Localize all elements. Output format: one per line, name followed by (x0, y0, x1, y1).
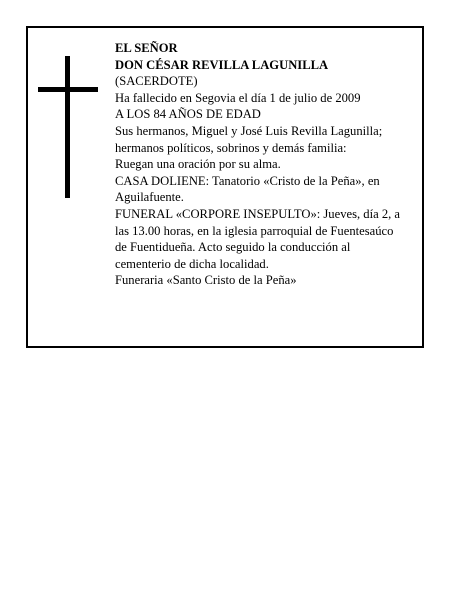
cross-icon (38, 56, 98, 198)
cross-horizontal-bar (38, 87, 98, 92)
obituary-text (115, 40, 427, 289)
deceased-name: DON CÉSAR REVILLA LAGUNILLA (115, 57, 329, 72)
funeral-home: Funeraria «Santo Cristo de la Peña» (115, 273, 297, 288)
funeral-line-2: las 13.00 horas, en la iglesia parroquial de Fuentesaúco (115, 223, 394, 238)
age-statement: A LOS 84 AÑOS DE EDAD (115, 107, 261, 122)
funeral-line-1: FUNERAL «CORPORE INSEPULTO»: Jueves, día 2, a (115, 206, 401, 221)
obituary-notice (26, 26, 424, 348)
deceased-role: (SACERDOTE) (115, 74, 198, 89)
mourning-house-line-2: Aguilafuente. (115, 190, 184, 205)
funeral-line-3: de Fuentidueña. Acto seguido la conducción al (115, 240, 351, 255)
prayer-request: Ruegan una oración por su alma. (115, 157, 281, 172)
funeral-line-4: cementerio de dicha localidad. (115, 256, 269, 271)
death-statement: Ha fallecido en Segovia el día 1 de julio de 2009 (115, 90, 361, 105)
cross-vertical-bar (65, 56, 70, 198)
family-line-2: hermanos políticos, sobrinos y demás familia: (115, 140, 347, 155)
family-line-1: Sus hermanos, Miguel y José Luis Revilla Lagunilla; (115, 123, 383, 138)
notice-title: EL SEÑOR (115, 41, 178, 55)
mourning-house-line-1: CASA DOLIENE: Tanatorio «Cristo de la Peña», en (115, 173, 380, 188)
